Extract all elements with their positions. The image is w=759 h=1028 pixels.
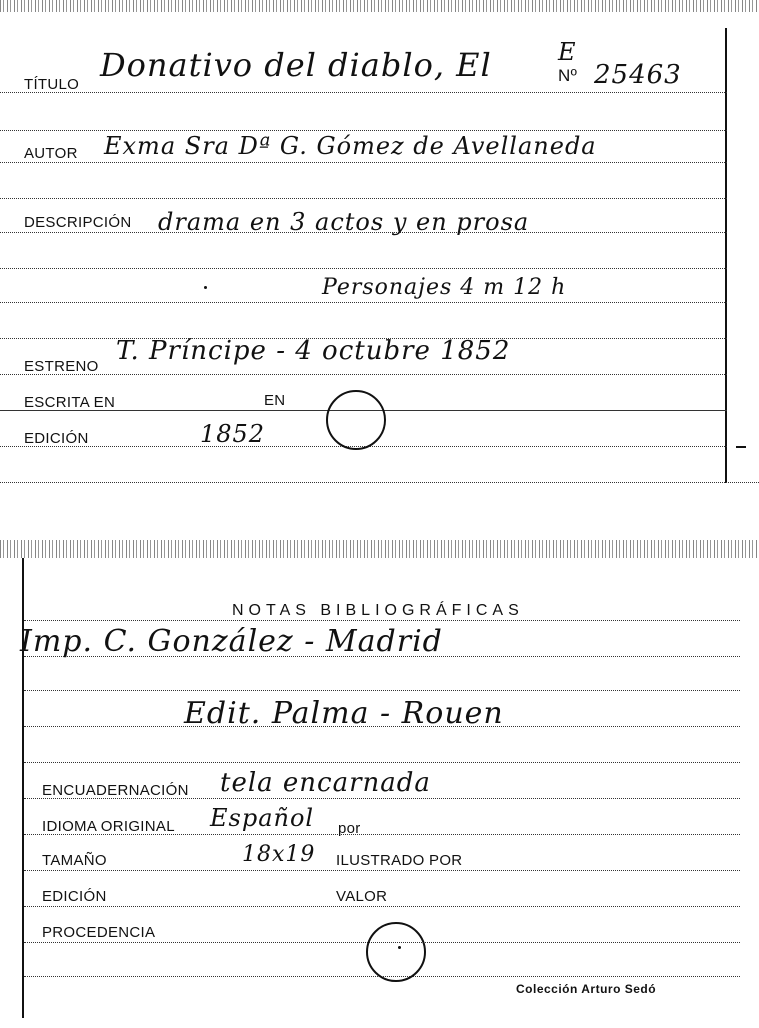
rule [24, 620, 740, 621]
rule [0, 92, 727, 93]
edge-tick [736, 446, 746, 448]
numero-prefix: E [558, 38, 577, 66]
rule [24, 762, 740, 763]
en-label: EN [264, 392, 286, 409]
notes-title: NOTAS BIBLIOGRÁFICAS [232, 602, 524, 619]
punch-hole-circle [366, 922, 426, 982]
valor-label: VALOR [336, 888, 388, 905]
titulo-value: Donativo del diablo, El [100, 46, 492, 84]
numero-label: Nº [558, 66, 578, 85]
encuadernacion-label: ENCUADERNACIÓN [42, 782, 189, 799]
personajes-value: Personajes 4 m 12 h [322, 275, 567, 300]
rule [0, 130, 727, 131]
encuadernacion-value: tela encarnada [220, 768, 431, 798]
card-top-edge [0, 540, 759, 558]
estreno-value: T. Príncipe - 4 octubre 1852 [116, 336, 511, 366]
rule [0, 374, 727, 375]
rule [0, 482, 759, 483]
card-right-border [725, 28, 727, 483]
ink-dot [398, 946, 401, 949]
por-label: por [338, 820, 361, 837]
catalog-card-back [0, 540, 759, 1028]
edicion-value: 1852 [200, 420, 266, 448]
escrita-label: ESCRITA EN [24, 394, 116, 411]
rule [24, 870, 740, 871]
notes-line-2: Edit. Palma - Rouen [184, 696, 504, 731]
edicion-label: EDICIÓN [42, 888, 107, 905]
ink-dot [204, 286, 207, 289]
descripcion-value: drama en 3 actos y en prosa [158, 208, 530, 236]
rule [24, 690, 740, 691]
tamano-label: TAMAÑO [42, 852, 107, 869]
rule [0, 162, 727, 163]
descripcion-label: DESCRIPCIÓN [24, 214, 132, 231]
titulo-label: TÍTULO [24, 76, 80, 93]
idioma-value: Español [210, 804, 315, 832]
notes-line-1: Imp. C. González - Madrid [20, 624, 443, 659]
card-top-edge [0, 0, 759, 12]
edicion-label: EDICIÓN [24, 430, 89, 447]
rule [0, 268, 727, 269]
collection-footer: Colección Arturo Sedó [516, 982, 657, 996]
procedencia-label: PROCEDENCIA [42, 924, 156, 941]
estreno-label: ESTRENO [24, 358, 99, 375]
catalog-card-front [0, 0, 759, 492]
rule [24, 906, 740, 907]
idioma-label: IDIOMA ORIGINAL [42, 818, 175, 835]
ilustrado-label: ILUSTRADO POR [336, 852, 463, 869]
rule [0, 302, 727, 303]
punch-hole-circle [326, 390, 386, 450]
autor-label: AUTOR [24, 145, 78, 162]
tamano-value: 18x19 [242, 842, 316, 867]
rule [0, 198, 727, 199]
autor-value: Exma Sra Dª G. Gómez de Avellaneda [104, 132, 597, 160]
numero-value: 25463 [594, 60, 682, 90]
